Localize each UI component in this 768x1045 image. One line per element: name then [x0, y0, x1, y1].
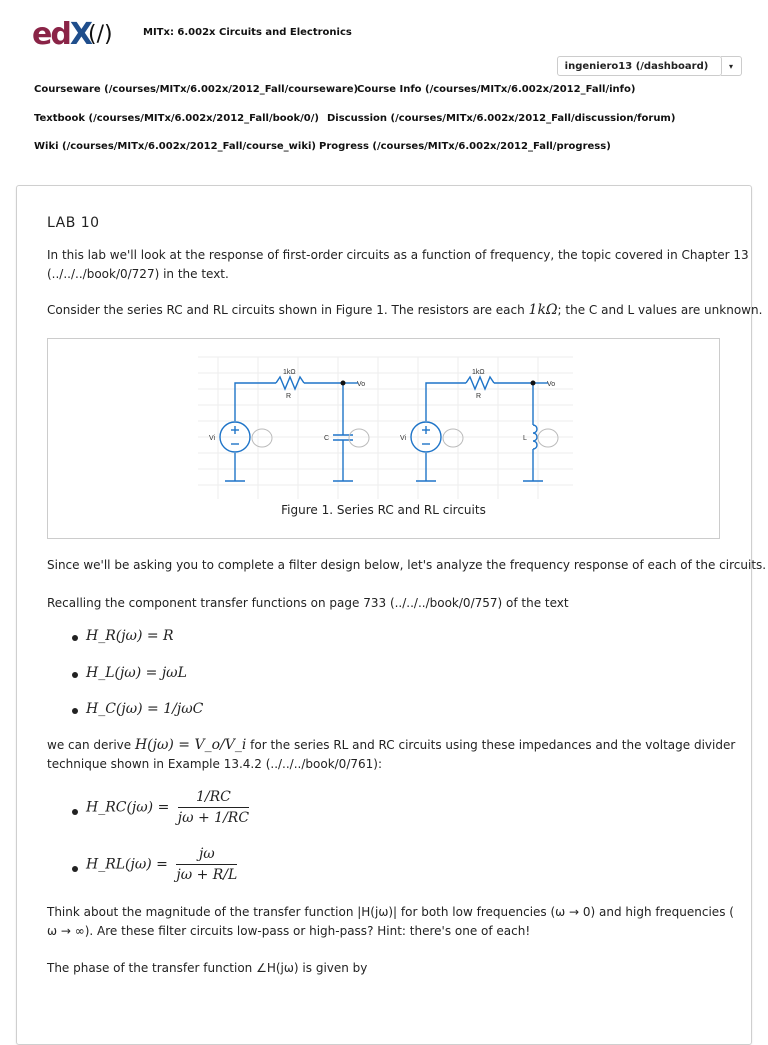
right-source-label: Vi	[400, 435, 407, 442]
nav-courseware[interactable]: Courseware (/courses/MITx/6.002x/2012_Fall/courseware)	[34, 84, 359, 95]
right-resistor-value: 1kΩ	[472, 369, 485, 376]
nav-textbook[interactable]: Textbook (/courses/MITx/6.002x/2012_Fall/book/0/)	[34, 113, 319, 124]
magnitude-paragraph-line1: Think about the magnitude of the transfer function |H(jω)| for both low frequencies (ω → 0) and high frequencies (	[47, 905, 734, 919]
user-dashboard-button[interactable]: ingeniero13 (/dashboard)	[557, 56, 722, 76]
eq-hr: H_R(jω) = R	[86, 628, 174, 644]
analysis-paragraph: Since we'll be asking you to complete a filter design below, let's analyze the frequency response of each of the circuits.	[47, 558, 767, 572]
left-resistor-value: 1kΩ	[283, 369, 296, 376]
top-bar	[0, 0, 768, 56]
nav-wiki[interactable]: Wiki (/courses/MITx/6.002x/2012_Fall/course_wiki)	[34, 141, 316, 152]
nav-course-info[interactable]: Course Info (/courses/MITx/6.002x/2012_Fall/info)	[357, 84, 636, 95]
bullet-dot	[72, 708, 78, 714]
figure-1	[47, 338, 720, 539]
phase-paragraph: The phase of the transfer function ∠H(jω) is given by	[47, 961, 368, 975]
right-resistor-label: R	[476, 393, 482, 400]
resistor-paragraph: Consider the series RC and RL circuits shown in Figure 1. The resistors are each 1kΩ; the C and L values are unknown.	[47, 302, 763, 318]
home-link[interactable]: (/)	[88, 22, 113, 47]
right-component-label: L	[523, 435, 527, 442]
nav-progress[interactable]: Progress (/courses/MITx/6.002x/2012_Fall/progress)	[319, 141, 611, 152]
eq-hc: H_C(jω) = 1/jωC	[86, 701, 204, 717]
user-menu-caret-icon[interactable]: ▾	[721, 56, 742, 76]
circuit-diagram	[48, 339, 719, 499]
bullet-dot	[72, 809, 78, 815]
left-output-label: Vo	[357, 381, 366, 388]
recall-paragraph: Recalling the component transfer functions on page 733 (../../../book/0/757) of the text	[47, 596, 569, 610]
right-output-label: Vo	[547, 381, 556, 388]
lab-title: LAB 10	[47, 215, 100, 231]
intro-paragraph-line2[interactable]: (../../../book/0/727) in the text.	[47, 267, 229, 281]
course-title: MITx: 6.002x Circuits and Electronics	[143, 27, 352, 38]
left-component-label: C	[324, 435, 330, 442]
magnitude-paragraph-line2: ω → ∞). Are these filter circuits low-pass or high-pass? Hint: there's one of each!	[47, 924, 531, 938]
derive-paragraph-line1: we can derive H(jω) = V_o/V_i for the series RL and RC circuits using these impedances and the voltage divider	[47, 737, 736, 753]
edx-logo[interactable]: edX	[32, 17, 91, 52]
left-source-label: Vi	[209, 435, 216, 442]
eq-hrl: H_RL(jω) = $\frac{j\omega}{j\omega + R/L}$	[86, 846, 238, 883]
intro-paragraph-line1: In this lab we'll look at the response of first-order circuits as a function of frequency, the topic covered in Chapter 13	[47, 248, 749, 262]
eq-hrc: H_RC(jω) = $\frac{1/RC}{j\omega + 1/RC}$	[86, 789, 250, 826]
left-resistor-label: R	[286, 393, 292, 400]
derive-paragraph-line2: technique shown in Example 13.4.2 (../../../book/0/761):	[47, 757, 382, 771]
bullet-dot	[72, 672, 78, 678]
eq-hl: H_L(jω) = jωL	[86, 665, 187, 681]
figure-caption: Figure 1. Series RC and RL circuits	[281, 503, 486, 517]
bullet-dot	[72, 635, 78, 641]
nav-discussion[interactable]: Discussion (/courses/MITx/6.002x/2012_Fall/discussion/forum)	[327, 113, 676, 124]
bullet-dot	[72, 866, 78, 872]
